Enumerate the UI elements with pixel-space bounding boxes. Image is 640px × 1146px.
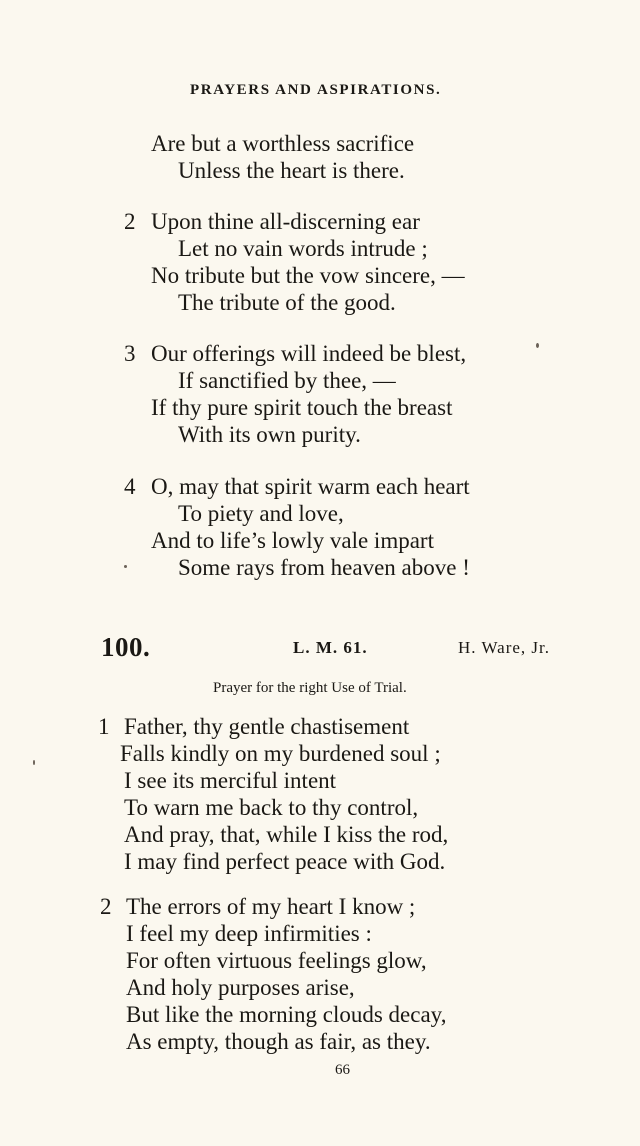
running-head: PRAYERS AND ASPIRATIONS.	[190, 82, 442, 98]
verse-line: O, may that spirit warm each heart	[151, 474, 470, 499]
stanza-number: 4	[124, 474, 136, 499]
verse-line: And holy purposes arise,	[126, 975, 355, 1000]
hymn-meter: L. M. 61.	[293, 638, 368, 657]
verse-line: Father, thy gentle chastisement	[124, 714, 410, 739]
stanza-number: 1	[98, 714, 110, 739]
verse-line: Some rays from heaven above !	[178, 555, 470, 580]
verse-line: The tribute of the good.	[178, 290, 396, 315]
stanza-number: 2	[124, 209, 136, 234]
hymn-author: H. Ware, Jr.	[458, 638, 550, 657]
verse-line: Upon thine all-discerning ear	[151, 209, 420, 234]
verse-line: I may find perfect peace with God.	[124, 849, 446, 874]
verse-line: No tribute but the vow sincere, —	[151, 263, 465, 288]
verse-line: As empty, though as fair, as they.	[126, 1029, 431, 1054]
stanza-number: 3	[124, 341, 136, 366]
verse-line: I feel my deep infirmities :	[126, 921, 372, 946]
verse-line: If sanctified by thee, —	[178, 368, 396, 393]
hymn-subtitle: Prayer for the right Use of Trial.	[213, 680, 407, 696]
ink-speck	[536, 343, 539, 348]
hymn-number: 100.	[101, 632, 151, 662]
verse-line: For often virtuous feelings glow,	[126, 948, 427, 973]
verse-line: To warn me back to thy control,	[124, 795, 419, 820]
verse-line: And to life’s lowly vale impart	[151, 528, 434, 553]
ink-speck	[33, 760, 35, 765]
verse-line: I see its merciful intent	[124, 768, 337, 793]
ink-speck	[124, 565, 127, 568]
verse-line: If thy pure spirit touch the breast	[151, 395, 453, 420]
stanza-number: 2	[100, 894, 112, 919]
verse-line: Unless the heart is there.	[178, 158, 405, 183]
page-number: 66	[335, 1062, 350, 1078]
verse-line: And pray, that, while I kiss the rod,	[124, 822, 449, 847]
verse-line: Are but a worthless sacrifice	[151, 131, 415, 156]
verse-line: Falls kindly on my burdened soul ;	[120, 741, 441, 766]
verse-line: The errors of my heart I know ;	[126, 894, 416, 919]
verse-line: But like the morning clouds decay,	[126, 1002, 447, 1027]
verse-line: Our offerings will indeed be blest,	[151, 341, 467, 366]
verse-line: With its own purity.	[178, 422, 361, 447]
verse-line: Let no vain words intrude ;	[178, 236, 428, 261]
verse-line: To piety and love,	[178, 501, 344, 526]
